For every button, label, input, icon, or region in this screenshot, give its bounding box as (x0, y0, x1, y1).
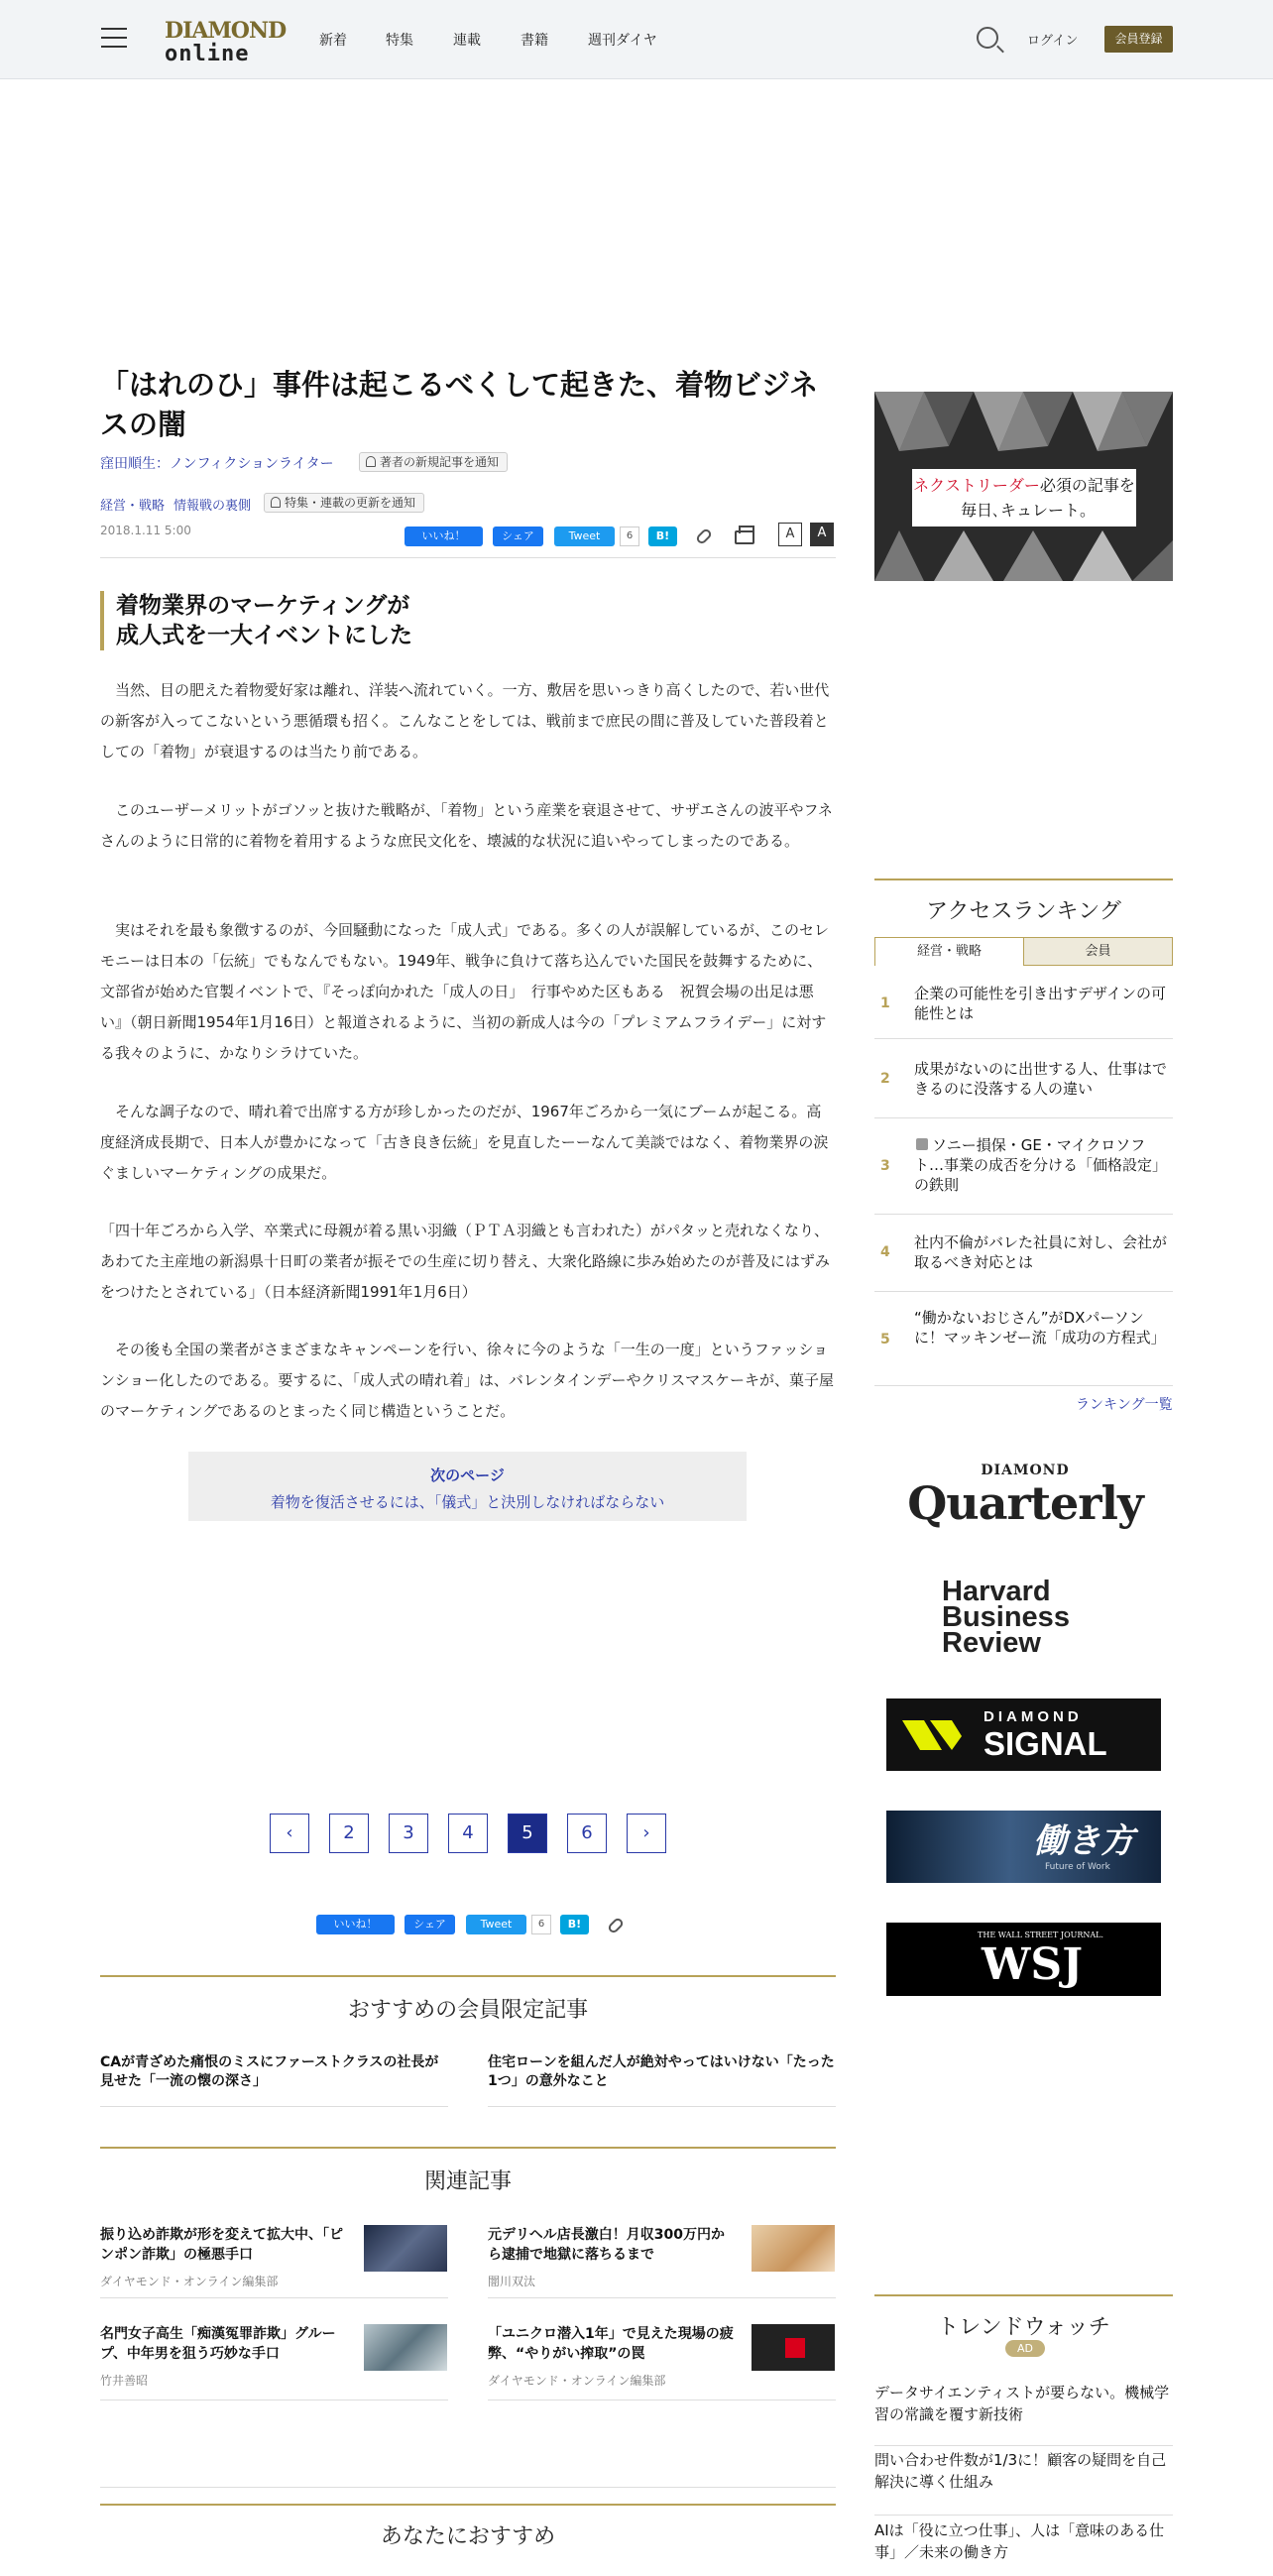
author-link[interactable]: 窪田順生：ノンフィクションライター (100, 456, 334, 472)
wsj-top: THE WALL STREET JOURNAL. (978, 1931, 1104, 1939)
font-size-small-button[interactable]: A (778, 523, 802, 546)
tweet-button-bottom[interactable]: Tweet (466, 1915, 526, 1934)
banner-highlight: ネクストリーダー (913, 476, 1040, 495)
tweet-button[interactable]: Tweet (554, 527, 615, 546)
menu-icon[interactable] (101, 28, 127, 50)
banner-text: 必須の記事を (1039, 476, 1135, 495)
divider (100, 2487, 836, 2488)
hbr-line3: Review (942, 1627, 1041, 1659)
page-link-3[interactable]: 3 (389, 1814, 428, 1853)
bell-icon (271, 497, 281, 508)
diamond-signal-logo[interactable] (886, 1698, 1161, 1771)
next-leader-banner[interactable] (874, 392, 1173, 581)
author-notify-label: 著者の新規記事を通知 (380, 455, 500, 469)
recommended-article-link[interactable]: CAが青ざめた痛恨のミスにファーストクラスの社長が見せた「一流の懐の深さ」 (100, 2054, 439, 2089)
trend-item[interactable]: データサイエンティストが要らない。機械学習の常識を覆す新技術 (874, 2380, 1173, 2446)
related-article-author: 竹井善昭 (100, 2374, 149, 2388)
related-thumbnail[interactable] (752, 2324, 835, 2371)
section-heading-line2: 成人式を一大イベントにした (116, 623, 412, 648)
hbr-logo[interactable] (942, 1576, 1110, 1659)
section-heading (100, 591, 836, 650)
ranking-item-title: 成果がないのに出世する人、仕事はできるのに没落する人の違い (914, 1060, 1168, 1098)
site-logo[interactable] (165, 18, 286, 66)
future-of-work-logo[interactable] (886, 1811, 1161, 1883)
bell-icon (366, 456, 376, 467)
next-page-label: 次のページ (430, 1466, 505, 1484)
publish-date: 2018.1.11 5:00 (100, 524, 191, 537)
wsj-main: WSJ (982, 1939, 1084, 1990)
author-notify-button[interactable] (359, 452, 508, 472)
ranking-item-title: 社内不倫がバレた社員に対し、会社が取るべき対応とは (914, 1233, 1168, 1271)
quarterly-top: DIAMOND (981, 1463, 1070, 1478)
next-page-link[interactable] (188, 1452, 747, 1521)
ranking-item[interactable] (874, 1215, 1173, 1292)
next-page-title: 着物を復活させるには、「儀式」と決別しなければならない (270, 1493, 665, 1511)
recommended-section-title: おすすめの会員限定記事 (100, 1975, 836, 2024)
nav-series[interactable]: 連載 (453, 33, 481, 49)
related-article-link[interactable]: 「ユニクロ潜入1年」で見えた現場の疲弊、“やりがい搾取”の罠 (488, 2326, 734, 2362)
page-link-2[interactable]: 2 (329, 1814, 369, 1853)
related-article-author: ダイヤモンド・オンライン編集部 (100, 2275, 279, 2288)
ranking-number: 4 (880, 1244, 890, 1260)
hatena-bookmark-button-bottom[interactable]: B! (560, 1915, 589, 1934)
related-article-link[interactable]: 振り込め詐欺が形を変えて拡大中、「ピンポン詐欺」の極悪手口 (100, 2227, 343, 2263)
ranking-item-title: “働かないおじさん”がDXパーソンに！マッキンゼー流「成功の方程式」 (914, 1309, 1166, 1347)
divider (488, 2297, 836, 2298)
chevron-right-icon: › (642, 1822, 650, 1843)
page-link-4[interactable]: 4 (448, 1814, 488, 1853)
wsj-logo[interactable] (886, 1923, 1161, 1996)
diamond-quarterly-logo[interactable] (886, 1463, 1164, 1528)
ranking-tab-members[interactable]: 会員 (1023, 937, 1173, 966)
register-button[interactable]: 会員登録 (1104, 26, 1173, 53)
body-paragraph: 実はそれを最も象徴するのが、今回騒動になった「成人式」である。多くの人が誤解しているが、このセレモニーは日本の「伝統」でもなんでもない。1949年、戦争に負けて落ち込んでいた国民を鼓舞するために、文部省が始めた官製イベントで、『そっぽ向かれた「成人の日」 行事やめた区もある 祝賀会場の出足は悪い』（朝日新聞1954年1月16日）と報道されるように、当初の新成人は今の「プレミアムフライデー」に対する我々のように、かなりシラけていた。 (100, 921, 830, 1062)
body-paragraph: 「四十年ごろから入学、卒業式に母親が着る黒い羽織（ＰＴＡ羽織とも言われた）がパタッと売れなくなり、あわてた主産地の新潟県十日町の業者が振そでの生産に切り替え、大衆化路線に歩み始めたのが普及にはずみをつけたとされている」（日本経済新聞1991年1月6日） (100, 1222, 830, 1301)
facebook-like-button-bottom[interactable]: いいね！ (316, 1915, 395, 1934)
trend-watch-title: トレンドウォッチ (874, 2294, 1173, 2341)
related-thumbnail[interactable] (364, 2225, 447, 2272)
body-paragraph: このユーザーメリットがゴソッと抜けた戦略が、「着物」という産業を衰退させて、サザエさんの波平やフネさんのように日常的に着物を着用するような庶民文化を、壊滅的な状況に追いやってしまったのである。 (100, 801, 833, 850)
hbr-line2: Business (942, 1601, 1070, 1633)
body-paragraph: 当然、目の肥えた着物愛好家は離れ、洋装へ流れていく。一方、敷居を思いっきり高くしたので、若い世代の新客が入ってこないという悪循環も招く。こんなことをしては、戦前まで庶民の間に普及していた普段着としての「着物」が衰退するのは当たり前である。 (100, 681, 830, 761)
ranking-item[interactable] (874, 1039, 1173, 1118)
related-thumbnail[interactable] (364, 2324, 447, 2371)
ranking-item[interactable] (874, 1292, 1173, 1386)
related-article-link[interactable]: 名門女子高生「痴漢冤罪詐欺」グループ、中年男を狙う巧妙な手口 (100, 2326, 336, 2362)
search-icon[interactable] (977, 27, 998, 49)
font-size-large-button[interactable]: A (810, 523, 834, 546)
signal-top: DIAMOND (984, 1708, 1083, 1725)
page-link-current[interactable]: 5 (508, 1814, 547, 1853)
related-article-author: ダイヤモンド・オンライン編集部 (488, 2374, 666, 2388)
hbr-line1: Harvard (942, 1576, 1051, 1607)
copy-link-icon[interactable] (607, 1917, 625, 1934)
body-paragraph: そんな調子なので、晴れ着で出席する方が珍しかったのだが、1967年ごろから一気にブームが起こる。高度経済成長期で、日本人が豊かになって「古き良き伝統」を見直したーーなんて美談ではなく、着物業界の涙ぐましいマーケティングの成果だ。 (100, 1103, 829, 1182)
divider (100, 557, 836, 558)
series-notify-label: 特集・連載の更新を通知 (285, 496, 416, 510)
banner-message (912, 469, 1136, 527)
logo-bottom: online (165, 42, 250, 66)
facebook-share-button[interactable]: シェア (493, 527, 543, 546)
next-page-button[interactable] (627, 1814, 666, 1853)
related-article-author: 闇川双汰 (488, 2275, 536, 2288)
ranking-more-link[interactable]: ランキング一覧 (1076, 1397, 1173, 1413)
foryou-section-title: あなたにおすすめ (100, 2504, 836, 2550)
series-notify-button[interactable] (264, 493, 424, 513)
ranking-title: アクセスランキング (874, 878, 1173, 925)
uniqlo-logo-mark (785, 2338, 805, 2358)
divider (100, 2297, 448, 2298)
signal-mark-icon (902, 1710, 962, 1760)
banner-text-line2: 毎日､キュレート｡ (960, 501, 1088, 520)
page-link-6[interactable]: 6 (567, 1814, 607, 1853)
trend-item[interactable]: 問い合わせ件数が1/3に！顧客の疑問を自己解決に導く仕組み (874, 2446, 1173, 2516)
ranking-number: 3 (880, 1158, 890, 1174)
quarterly-main: Quarterly (907, 1476, 1143, 1530)
login-link[interactable]: ログイン (1027, 34, 1079, 49)
related-section-title: 関連記事 (100, 2147, 836, 2195)
article-title: 「はれのひ」事件は起こるべくして起きた、着物ビジネスの闇 (100, 368, 819, 441)
ranking-number: 2 (880, 1071, 890, 1087)
ad-badge: AD (1005, 2340, 1045, 2357)
nav-books[interactable]: 書籍 (521, 33, 548, 49)
tweet-count-bottom: 6 (531, 1915, 551, 1934)
facebook-share-button-bottom[interactable]: シェア (405, 1915, 455, 1934)
ranking-tab-strategy[interactable]: 経営・戦略 (874, 937, 1024, 966)
hatena-bookmark-button[interactable]: B! (648, 527, 677, 546)
prev-page-button[interactable] (270, 1814, 309, 1853)
ranking-item-title: 企業の可能性を引き出すデザインの可能性とは (914, 985, 1166, 1022)
facebook-like-button[interactable]: いいね！ (405, 527, 483, 546)
trend-item[interactable]: AIは「役に立つ仕事」、人は「意味のある仕事」／未来の働き方 (874, 2521, 1165, 2561)
divider (100, 2106, 448, 2107)
category-link-strategy[interactable]: 経営・戦略 (100, 499, 166, 514)
ranking-number: 5 (880, 1332, 890, 1347)
ranking-item[interactable] (874, 968, 1173, 1039)
recommended-article-link[interactable]: 住宅ローンを組んだ人が絶対やってはいけない「たった1つ」の意外なこと (488, 2054, 835, 2089)
nav-weekly[interactable]: 週刊ダイヤ (588, 33, 657, 49)
nav-new[interactable]: 新着 (319, 33, 347, 49)
nav-feature[interactable]: 特集 (386, 33, 413, 49)
logo-top: DIAMOND (165, 18, 287, 44)
related-article-link[interactable]: 元デリヘル店長激白！月収300万円から逮捕で地獄に落ちるまで (488, 2227, 725, 2263)
ranking-item-title: ソニー損保・GE・マイクロソフト…事業の成否を分ける「価格設定」の鉄則 (914, 1136, 1168, 1194)
ranking-number: 1 (880, 995, 890, 1011)
ranking-item[interactable] (874, 1118, 1173, 1215)
category-link-intel[interactable]: 情報戦の裏側 (174, 499, 252, 514)
signal-main: SIGNAL (984, 1725, 1107, 1762)
site-header (0, 0, 1273, 79)
body-paragraph: その後も全国の業者がさまざまなキャンペーンを行い、徐々に今のような「一生の一度」というファッションショー化したのである。要するに、「成人式の晴れ着」は、バレンタインデーやクリスマスケーキが、菓子屋のマーケティングであるのとまったく同じ構造ということだ。 (100, 1341, 834, 1420)
fow-main: 働き方 (1033, 1821, 1134, 1861)
tweet-count: 6 (620, 527, 639, 546)
print-icon[interactable] (735, 530, 754, 544)
section-heading-line1: 着物業界のマーケティングが (116, 593, 410, 619)
chevron-left-icon: ‹ (286, 1822, 293, 1843)
copy-link-icon[interactable] (695, 527, 713, 545)
related-thumbnail[interactable] (752, 2225, 835, 2272)
divider (488, 2106, 836, 2107)
fow-sub: Future of Work (1045, 1862, 1110, 1872)
